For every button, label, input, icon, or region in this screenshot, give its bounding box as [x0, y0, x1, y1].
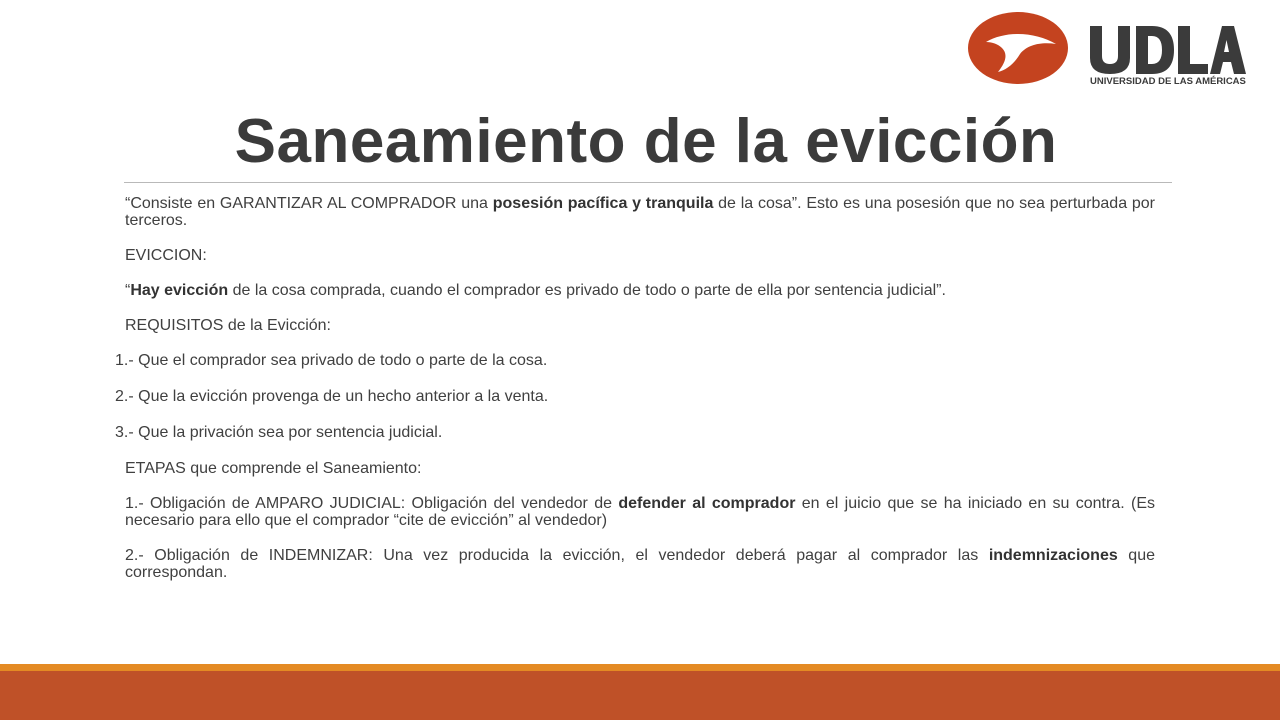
definition-paragraph: “Consiste en GARANTIZAR AL COMPRADOR una posesión pacífica y tranquila de la cosa”. Esto es una posesión que no sea perturbada por terceros. — [125, 195, 1156, 229]
footer-accent-stripe — [0, 664, 1280, 671]
slide-title: Saneamiento de la evicción — [234, 107, 1058, 176]
udla-tagline: UNIVERSIDAD DE LAS AMÉRICAS — [1090, 76, 1246, 87]
udla-wordmark — [1090, 26, 1246, 74]
etapa-item: 2.- Obligación de INDEMNIZAR: Una vez producida la evicción, el vendedor deberá pagar al comprador las indemnizaciones que correspondan. — [125, 547, 1156, 581]
udla-logo — [966, 8, 1246, 88]
slide-body — [115, 195, 1156, 599]
requisito-item: 1.- Que el comprador sea privado de todo o parte de la cosa. — [115, 352, 548, 369]
footer-band — [0, 671, 1280, 720]
requisito-item: 2.- Que la evicción provenga de un hecho anterior a la venta. — [115, 388, 549, 405]
etapa-item: 1.- Obligación de AMPARO JUDICIAL: Obligación del vendedor de defender al comprador en el juicio que se ha iniciado en su contra. (Es necesario para ello que el comprador “cite de evicción” al vendedor) — [125, 495, 1156, 529]
requisitos-heading: REQUISITOS de la Evicción: — [125, 317, 331, 334]
etapas-heading: ETAPAS que comprende el Saneamiento: — [125, 460, 422, 477]
eviccion-definition: “Hay evicción de la cosa comprada, cuando el comprador es privado de todo o parte de ella por sentencia judicial”. — [125, 282, 946, 299]
eviccion-heading: EVICCION: — [125, 247, 207, 264]
title-divider — [124, 182, 1172, 183]
requisito-item: 3.- Que la privación sea por sentencia judicial. — [115, 424, 443, 441]
